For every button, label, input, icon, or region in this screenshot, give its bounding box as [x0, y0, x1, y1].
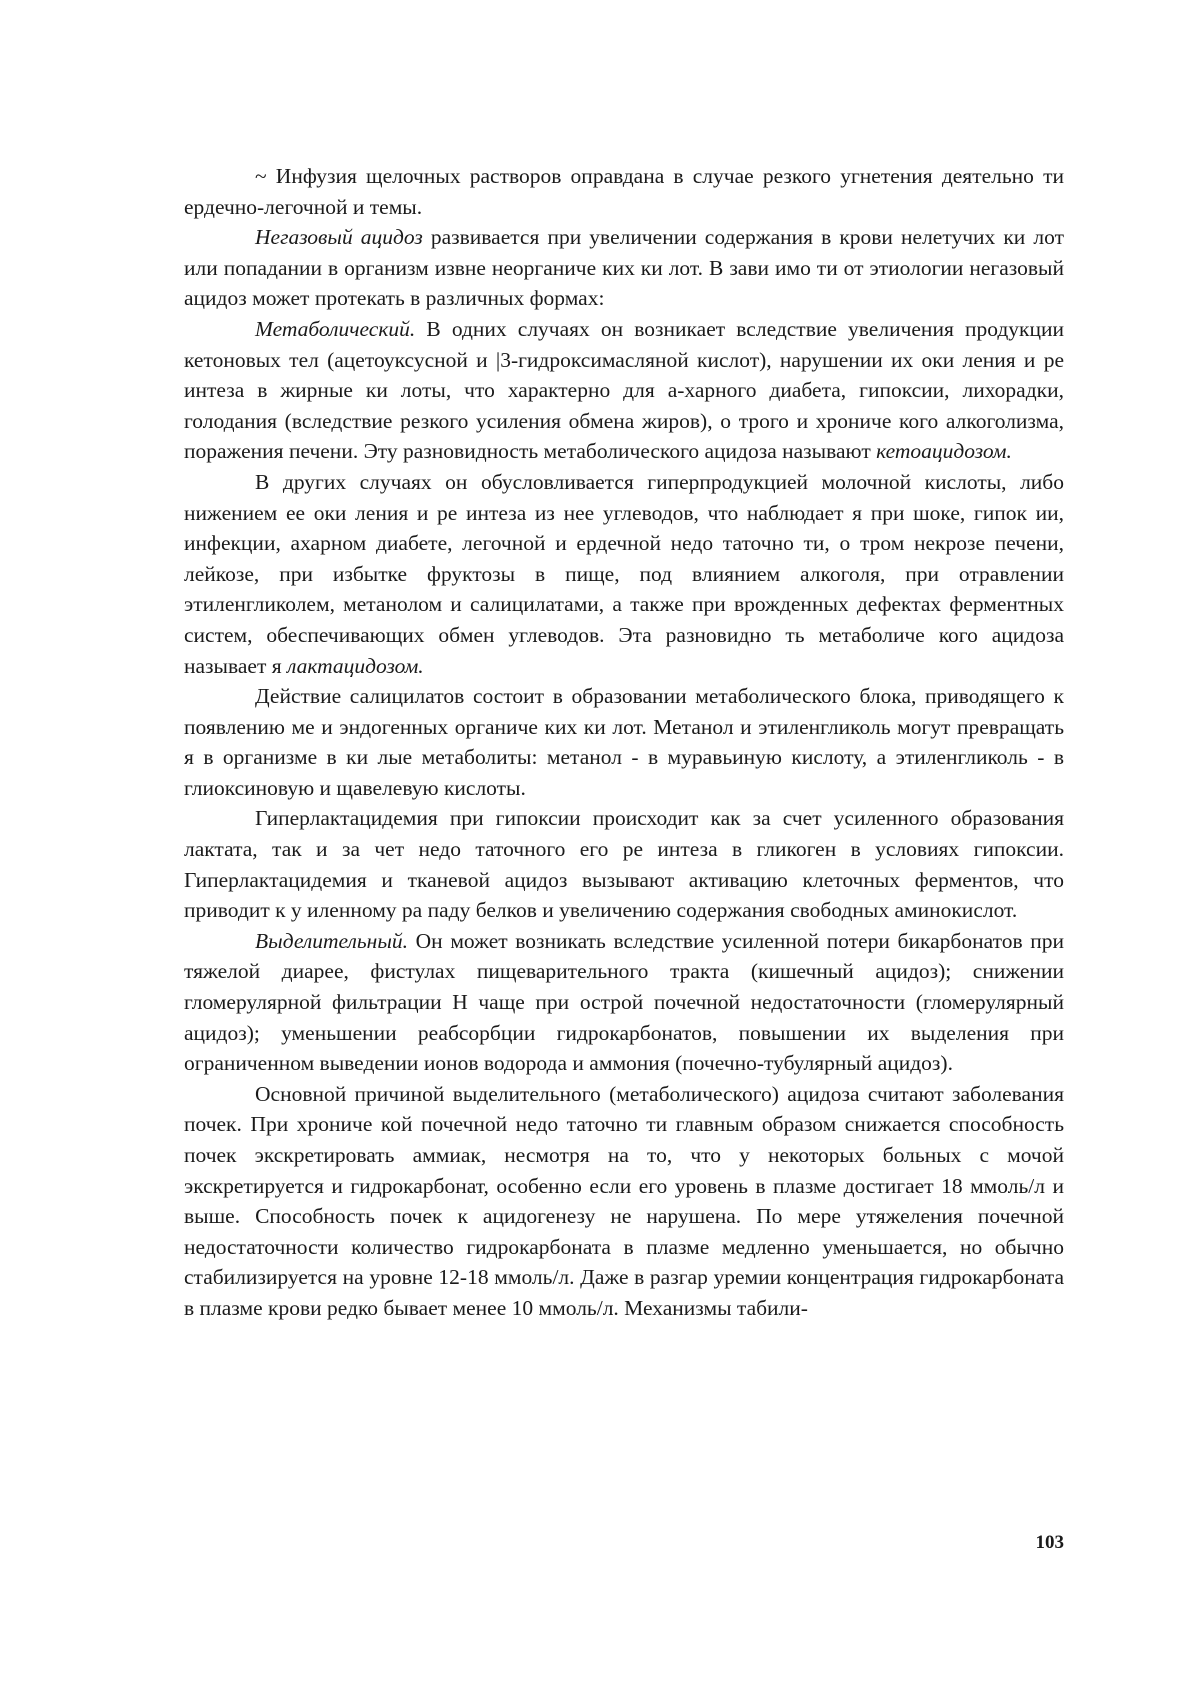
paragraph-metabolic	[184, 314, 1064, 467]
text-run: Действие салицилатов состоит в образовании метаболического блока, приводящего к появлению ме и эндогенных органиче ких ки лот. Метанол и этиленгликоль могут превращать я в организме в ки лые метаболиты: метанол - в муравьиную кислоту, а этиленгликоль - в глиоксиновую и щавелевую кислоты.	[184, 684, 1064, 800]
body-text	[184, 161, 1064, 1324]
text-run: Он может возникать вследствие усиленной потери бикарбонатов при тяжелой диарее, фистулах пищеварительного тракта (кишечный ацидоз); снижении гломерулярной фильтрации Н чаще при острой почечной недостаточности (гломерулярный ацидоз); уменьшении реабсорбции гидрокарбонатов, повышении их выделения при ограниченном выведении ионов водорода и аммония (почечно-тубулярный ацидоз).	[184, 928, 1064, 1076]
paragraph-salicylates	[184, 681, 1064, 803]
term-italic: Метаболический.	[255, 316, 416, 341]
term-italic: Выделительный.	[255, 928, 409, 953]
page-number: 103	[1035, 1532, 1064, 1553]
text-run: ~ Инфузия щелочных растворов оправдана в случае резкого угнетения деятельно ти ердечно-легочной и темы.	[184, 164, 1064, 219]
text-run: В других случаях он обусловливается гиперпродукцией молочной кислоты, либо нижением ее оки ления и ре интеза из нее углеводов, что наблюдает я при шоке, гипок ии, инфекции, ахарном диабете, легочной и ердечной недо таточно ти, о тром некрозе печени, лейкозе, при избытке фруктозы в пище, под влиянием алкоголя, при отравлении этиленгликолем, метанолом и салицилатами, а также при врожденных дефектах ферментных систем, обеспечивающих обмен углеводов. Эта разновидно ть метаболиче кого ацидоза называет я	[184, 469, 1064, 678]
text-run: В одних случаях он возникает вследствие увеличения продукции кетоновых тел (ацетоуксусной и |3-гидроксимасляной кислот), нарушении их оки ления и ре интеза в жирные ки лоты, что характерно для а-харного диабета, гипоксии, лихорадки, голодания (вследствие резкого усиления обмена жиров), о трого и хрониче кого алкоголизма, поражения печени. Эту разновидность метаболического ацидоза называют	[184, 316, 1064, 464]
paragraph-hyperlactacidemia	[184, 803, 1064, 925]
term-italic: кетоацидозом.	[876, 439, 1012, 464]
paragraph-excretory	[184, 926, 1064, 1079]
paragraph-non-gas-acidosis	[184, 222, 1064, 314]
text-run: Основной причиной выделительного (метаболического) ацидоза считают заболевания почек. При хрониче кой почечной недо таточно ти главным образом снижается способность почек экскретировать аммиак, несмотря на то, что у некоторых больных с мочой экскретируется и гидрокарбонат, особенно если его уровень в плазме достигает 18 ммоль/л и выше. Способность почек к ацидогенезу не нарушена. По мере утяжеления почечной недостаточности количество гидрокарбоната в плазме медленно уменьшается, но обычно стабилизируется на уровне 12-18 ммоль/л. Даже в разгар уремии концентрация гидрокарбоната в плазме крови редко бывает менее 10 ммоль/л. Механизмы табили-	[184, 1081, 1064, 1320]
paragraph-kidney-disease	[184, 1079, 1064, 1324]
term-italic: лактацидозом.	[286, 653, 424, 678]
text-run: Гиперлактацидемия при гипоксии происходит как за счет усиленного образования лактата, так и за чет недо таточного его ре интеза в гликоген в условиях гипоксии. Гиперлактацидемия и тканевой ацидоз вызывают активацию клеточных ферментов, что приводит к у иленному ра паду белков и увеличению содержания свободных аминокислот.	[184, 806, 1064, 923]
paragraph-alkali-infusion	[184, 161, 1064, 222]
term-italic: Негазовый ацидоз	[255, 225, 423, 250]
text-run: развивается при увеличении содержания в крови нелетучих ки лот или попадании в организм извне неорганиче ких ки лот. В зави имо ти от этиологии негазовый ацидоз может протекать в различных формах:	[184, 225, 1064, 311]
paragraph-lactic	[184, 467, 1064, 681]
